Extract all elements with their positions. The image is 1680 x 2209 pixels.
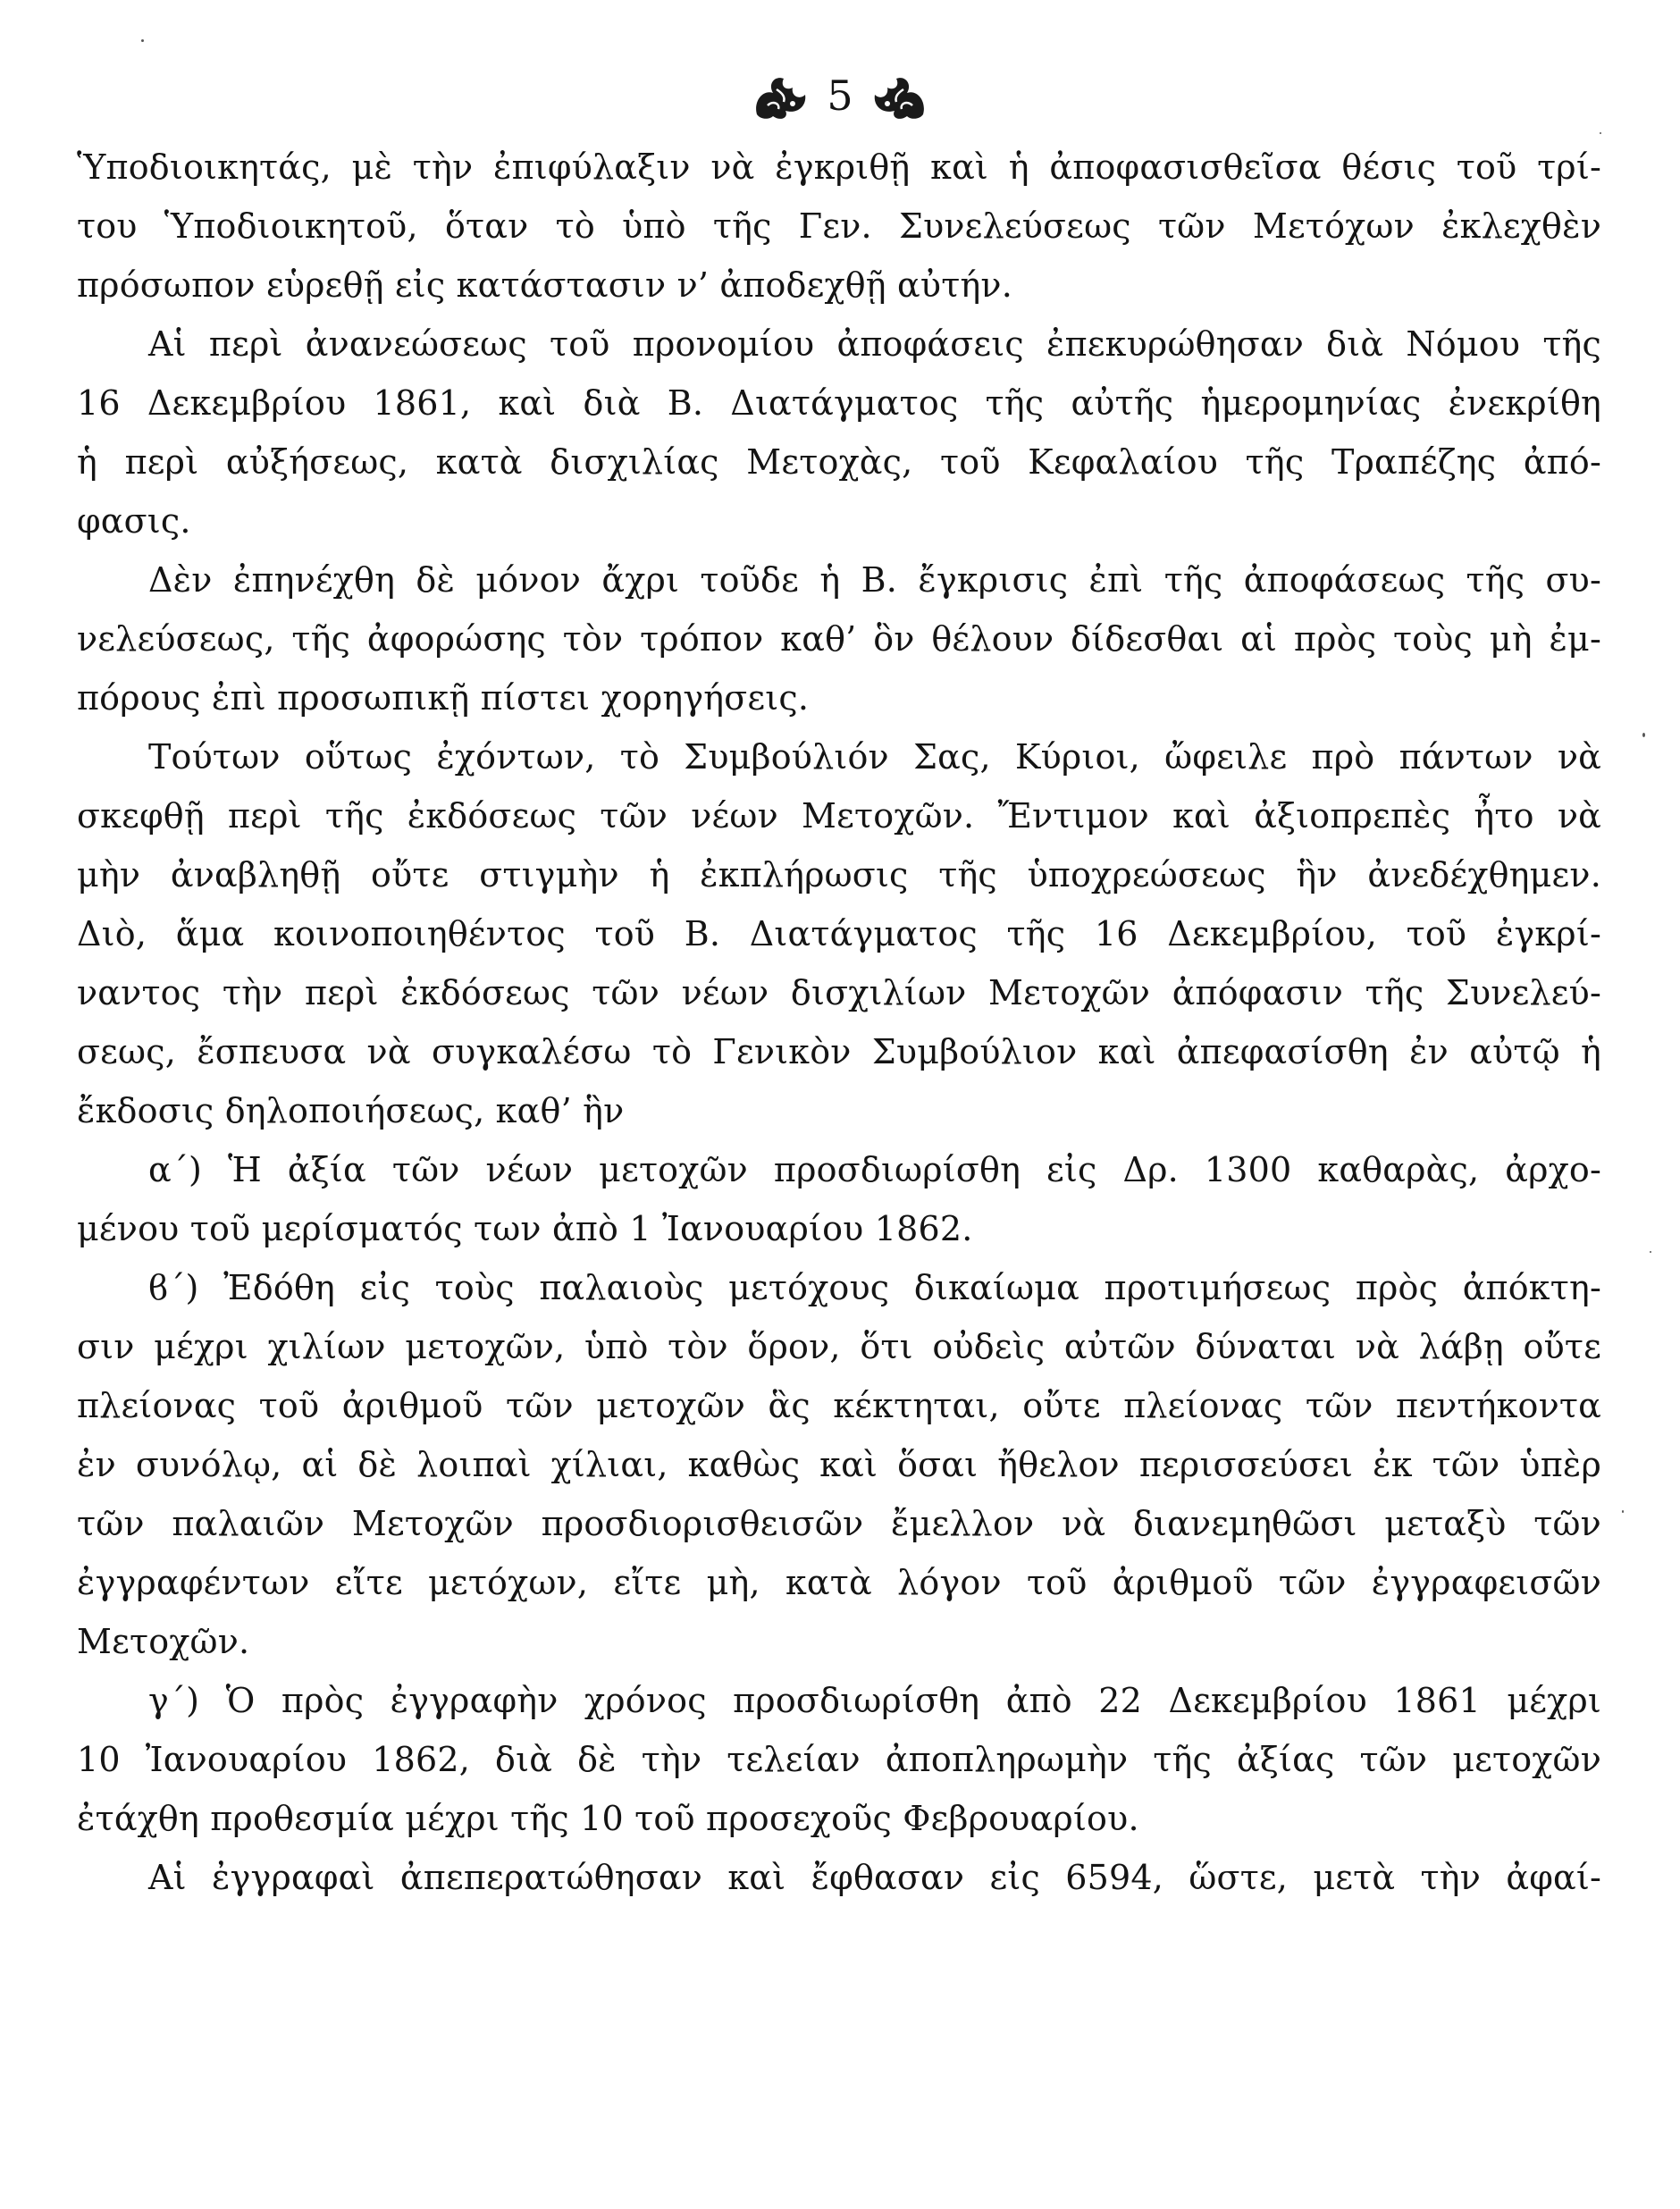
text-line: Μετοχῶν. (77, 1622, 250, 1661)
text-line: ἐν συνόλῳ, αἱ δὲ λοιπαὶ χίλιαι, καθὼς καὶ ὅσαι ἤθελον περισσεύσει ἐκ τῶν ὑπὲρ (77, 1445, 1601, 1484)
text-line: Διὸ, ἅμα κοινοποιηθέντος τοῦ Β. Διατάγματος τῆς 16 Δεκεμβρίου, τοῦ ἐγκρί- (77, 914, 1601, 953)
text-line: του Ὑποδιοικητοῦ, ὅταν τὸ ὑπὸ τῆς Γεν. Συνελεύσεως τῶν Μετόχων ἐκλεχθὲν (77, 206, 1601, 246)
text-line: Αἱ περὶ ἀνανεώσεως τοῦ προνομίου ἀποφάσεις ἐπεκυρώθησαν διὰ Νόμου τῆς (148, 324, 1601, 364)
text-line: ἔκδοσις δηλοποιήσεως, καθ’ ἣν (77, 1091, 625, 1130)
text-line: Ὑποδιοικητάς, μὲ τὴν ἐπιφύλαξιν νὰ ἐγκριθῇ καὶ ἡ ἀποφασισθεῖσα θέσις τοῦ τρί- (77, 147, 1601, 187)
scan-speck (1600, 132, 1601, 134)
text-line: ἐγγραφέντων εἴτε μετόχων, εἴτε μὴ, κατὰ λόγον τοῦ ἀριθμοῦ τῶν ἐγγραφεισῶν (77, 1563, 1601, 1602)
text-line: ϐ΄) Ἐδόθη εἰς τοὺς παλαιοὺς μετόχους δικαίωμα προτιμήσεως πρὸς ἀπόκτη- (148, 1268, 1601, 1307)
text-line: α΄) Ἡ ἀξία τῶν νέων μετοχῶν προσδιωρίσθη εἰς Δρ. 1300 καθαρὰς, ἀρχο- (148, 1150, 1601, 1189)
text-line: τῶν παλαιῶν Μετοχῶν προσδιορισθεισῶν ἔμελλον νὰ διανεμηθῶσι μεταξὺ τῶν (77, 1504, 1601, 1543)
text-line: 10 Ἰανουαρίου 1862, διὰ δὲ τὴν τελείαν ἀποπληρωμὴν τῆς ἀξίας τῶν μετοχῶν (77, 1740, 1601, 1779)
text-line: πόρους ἐπὶ προσωπικῇ πίστει χορηγήσεις. (77, 678, 810, 718)
text-line: σιν μέχρι χιλίων μετοχῶν, ὑπὸ τὸν ὅρον, ὅτι οὐδεὶς αὐτῶν δύναται νὰ λάβῃ οὔτε (77, 1327, 1601, 1366)
text-line: μὴν ἀναβληθῇ οὔτε στιγμὴν ἡ ἐκπλήρωσις τῆς ὑποχρεώσεως ἣν ἀνεδέχθημεν. (77, 855, 1601, 895)
text-line: μένου τοῦ μερίσματός των ἀπὸ 1 Ἰανουαρίου 1862. (77, 1209, 973, 1248)
text-line: νελεύσεως, τῆς ἀφορώσης τὸν τρόπον καθ’ ὃν θέλουν δίδεσθαι αἱ πρὸς τοὺς μὴ ἐμ- (77, 619, 1601, 659)
scan-speck (141, 39, 144, 42)
scan-speck (1650, 1251, 1651, 1253)
page-number: 5 (827, 71, 853, 120)
left-flourish-icon (750, 70, 811, 122)
scan-speck (1622, 1510, 1624, 1513)
text-line: ἐτάχθη προθεσμία μέχρι τῆς 10 τοῦ προσεχοῦς Φεβρουαρίου. (77, 1799, 1139, 1838)
text-line: 16 Δεκεμβρίου 1861, καὶ διὰ Β. Διατάγματος τῆς αὐτῆς ἡμερομηνίας ἐνεκρίθη (77, 383, 1601, 423)
text-line: γ΄) Ὁ πρὸς ἐγγραφὴν χρόνος προσδιωρίσθη ἀπὸ 22 Δεκεμβρίου 1861 μέχρι (148, 1681, 1601, 1720)
text-line: πρόσωπον εὑρεθῇ εἰς κατάστασιν ν’ ἀποδεχθῇ αὐτήν. (77, 265, 1012, 305)
page-header (0, 55, 1680, 136)
text-line: Αἱ ἐγγραφαὶ ἀπεπερατώθησαν καὶ ἔφθασαν εἰς 6594, ὥστε, μετὰ τὴν ἀφαί- (148, 1858, 1601, 1897)
text-line: σεως, ἔσπευσα νὰ συγκαλέσω τὸ Γενικὸν Συμβούλιον καὶ ἀπεφασίσθη ἐν αὐτῷ ἡ (77, 1032, 1601, 1071)
text-line: σκεφθῇ περὶ τῆς ἐκδόσεως τῶν νέων Μετοχῶν. Ἔντιμον καὶ ἀξιοπρεπὲς ἦτο νὰ (77, 796, 1601, 836)
scan-speck (1642, 733, 1645, 737)
text-line: Τούτων οὕτως ἐχόντων, τὸ Συμβούλιόν Σας, Κύριοι, ὤφειλε πρὸ πάντων νὰ (148, 737, 1601, 777)
text-line: ναντος τὴν περὶ ἐκδόσεως τῶν νέων δισχιλίων Μετοχῶν ἀπόφασιν τῆς Συνελεύ- (77, 973, 1601, 1012)
text-line: ἡ περὶ αὐξήσεως, κατὰ δισχιλίας Μετοχὰς, τοῦ Κεφαλαίου τῆς Τραπέζης ἀπό- (77, 442, 1601, 482)
text-line: Δὲν ἐπηνέχθη δὲ μόνον ἄχρι τοῦδε ἡ Β. ἔγκρισις ἐπὶ τῆς ἀποφάσεως τῆς συ- (148, 560, 1601, 600)
text-line: πλείονας τοῦ ἀριθμοῦ τῶν μετοχῶν ἃς κέκτηται, οὔτε πλείονας τῶν πεντήκοντα (77, 1386, 1601, 1425)
text-line: φασις. (77, 501, 191, 541)
right-flourish-icon (869, 70, 930, 122)
